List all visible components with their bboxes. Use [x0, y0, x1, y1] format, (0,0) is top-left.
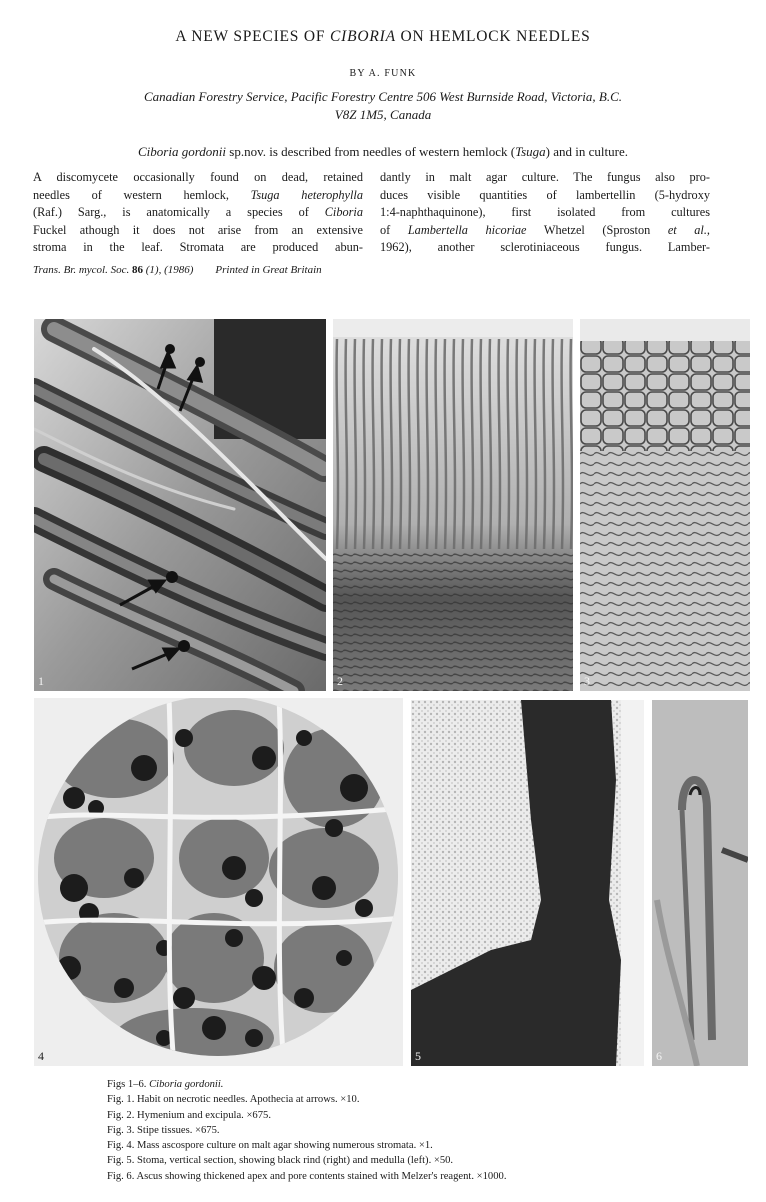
figure-number: 5 — [415, 1049, 421, 1063]
body-line: dantly in malt agar culture. The fungus also pro- — [380, 170, 710, 184]
body-text: of — [380, 222, 408, 237]
caption-heading-text: Figs 1–6. — [107, 1079, 150, 1090]
figure-number: 4 — [38, 1049, 44, 1063]
figure-6-photo — [652, 700, 748, 1066]
body-text: Whetzel (Sproston — [526, 222, 668, 237]
culture-plate-photo — [34, 698, 403, 1066]
title-prefix: A NEW SPECIES OF — [175, 28, 330, 45]
body-line: 1962), another sclerotiniaceous fungus. Lamber- — [380, 240, 710, 254]
body-line: duces visible quantities of lambertellin (5-hydroxy — [380, 187, 710, 202]
abstract-text: sp.nov. is described from needles of western hemlock ( — [226, 144, 516, 159]
body-line: 1:4-naphthaquinone), first isolated from cultures — [380, 205, 710, 219]
body-line: A discomycete occasionally found on dead, retained — [33, 170, 363, 184]
citation-line — [33, 264, 322, 276]
body-text: needles of western hemlock, — [33, 187, 251, 202]
body-column-right — [380, 169, 710, 257]
figure-5-photo — [411, 700, 644, 1066]
body-line — [33, 204, 363, 222]
ascus-micrograph — [652, 700, 748, 1066]
figure-number: 6 — [656, 1049, 662, 1063]
journal-volume: 86 — [132, 264, 143, 276]
abstract-text-end: ) and in culture. — [545, 144, 628, 159]
figure-number: 3 — [584, 674, 590, 688]
body-line: stroma in the leaf. Stromata are produced abun- — [33, 240, 363, 254]
figure-1-photo — [34, 319, 326, 691]
affiliation — [40, 88, 726, 124]
caption-heading — [107, 1077, 506, 1092]
title-suffix: ON HEMLOCK NEEDLES — [395, 28, 591, 45]
hymenium-micrograph — [333, 319, 573, 691]
body-line: Fuckel athough it does not arise from an extensive — [33, 222, 363, 237]
caption-fig-1: Fig. 1. Habit on necrotic needles. Apothecia at arrows. ×10. — [107, 1094, 360, 1106]
body-column-left — [33, 169, 363, 257]
figure-2-photo — [333, 319, 573, 691]
caption-fig-4: Fig. 4. Mass ascospore culture on malt agar showing numerous stromata. ×1. — [107, 1140, 433, 1152]
title-genus: CIBORIA — [329, 28, 396, 45]
figure-3-photo — [580, 319, 750, 691]
printed-note: Printed in Great Britain — [215, 264, 322, 276]
journal-name: Trans. Br. mycol. Soc. — [33, 264, 130, 276]
body-text: (Raf.) Sarg., is anatomically a species of — [33, 205, 325, 219]
author-line: BY A. FUNK — [349, 68, 417, 79]
body-species: Lambertella hicoriae — [407, 222, 527, 237]
caption-fig-5: Fig. 5. Stoma, vertical section, showing black rind (right) and medulla (left). ×50. — [107, 1155, 454, 1167]
stoma-section — [411, 700, 644, 1066]
figure-number: 2 — [337, 674, 343, 688]
affiliation-line-1: Canadian Forestry Service, Pacific Forestry Centre 506 West Burnside Road, Victoria, B.C. — [143, 89, 623, 104]
abstract-genus: Tsuga — [515, 144, 546, 159]
abstract — [30, 144, 736, 160]
figure-4-photo — [34, 698, 403, 1066]
figure-captions — [107, 1077, 506, 1184]
needles-photo — [34, 319, 326, 691]
article-title — [0, 28, 766, 46]
body-species: Tsuga heterophylla — [250, 187, 363, 202]
journal-issue: (1), (1986) — [145, 264, 194, 276]
body-line — [33, 187, 363, 205]
affiliation-line-2: V8Z 1M5, Canada — [334, 107, 432, 122]
body-etal: et al., — [667, 222, 710, 237]
caption-fig-2: Fig. 2. Hymenium and excipula. ×675. — [107, 1109, 271, 1121]
body-line — [380, 222, 710, 240]
caption-fig-6: Fig. 6. Ascus showing thickened apex and pore contents stained with Melzer's reagent. ×1000. — [107, 1170, 507, 1182]
body-genus: Ciboria — [324, 205, 363, 219]
caption-fig-3: Fig. 3. Stipe tissues. ×675. — [107, 1124, 220, 1136]
figure-number: 1 — [38, 674, 44, 688]
abstract-species: Ciboria gordonii — [138, 144, 227, 159]
caption-heading-species: Ciboria gordonii. — [149, 1079, 224, 1090]
stipe-micrograph — [580, 319, 750, 691]
